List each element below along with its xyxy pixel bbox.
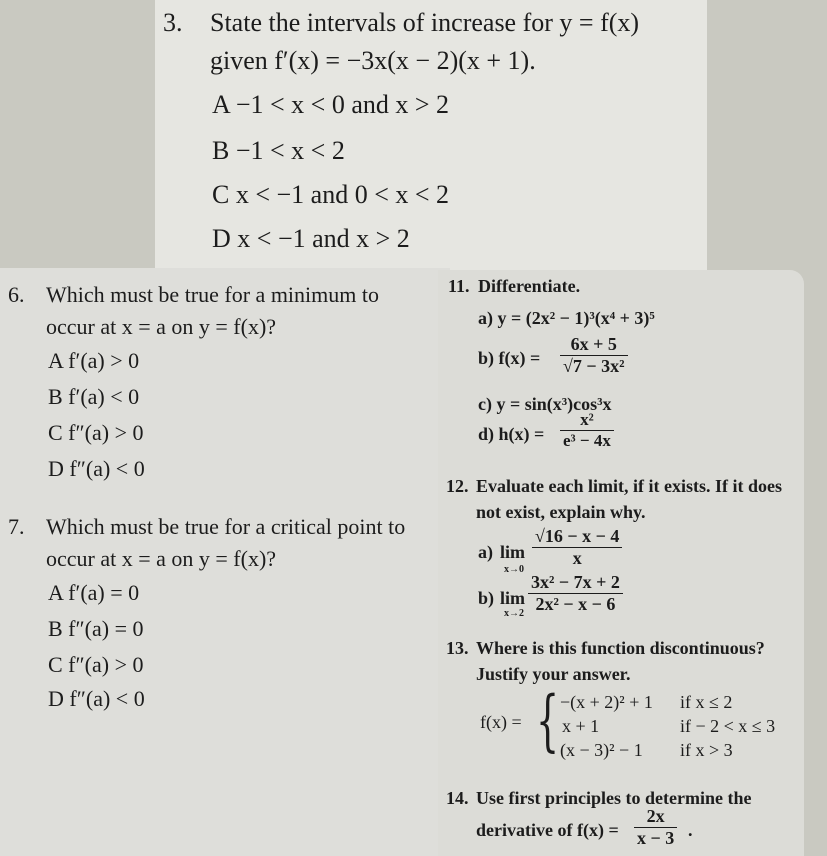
q6-line1: Which must be true for a minimum to <box>46 282 379 307</box>
q7-option-b: B f″(a) = 0 <box>48 616 144 641</box>
q12-b-lim-sub: x→2 <box>504 608 524 619</box>
q13-number: 13. <box>446 638 469 658</box>
q11-d-denominator: e³ − 4x <box>560 430 614 451</box>
q3-option-d: D x < −1 and x > 2 <box>212 224 410 253</box>
q13-case2-expr: x + 1 <box>562 716 600 736</box>
q12-line2: not exist, explain why. <box>476 502 646 522</box>
q11-b-denominator: √7 − 3x² <box>560 355 628 377</box>
q7-line1: Which must be true for a critical point to <box>46 514 406 539</box>
q12-b-denominator: 2x² − x − 6 <box>528 593 623 615</box>
q12-part-b-prefix: b) <box>478 588 495 608</box>
q6-option-b: B f′(a) < 0 <box>48 384 140 409</box>
q6-option-a: A f′(a) > 0 <box>48 348 140 373</box>
q12-part-b-fraction <box>528 572 623 615</box>
q11-title: Differentiate. <box>478 276 581 296</box>
q7-line2: occur at x = a on y = f(x)? <box>46 546 277 571</box>
q12-line1: Evaluate each limit, if it exists. If it does <box>476 476 782 496</box>
q12-a-lim: lim <box>500 542 525 562</box>
q13-fx: f(x) = <box>480 712 522 732</box>
q7-number: 7. <box>8 514 25 539</box>
q13-case1-cond: if x ≤ 2 <box>680 692 733 712</box>
q3-line1: State the intervals of increase for y = f(x) <box>210 8 640 37</box>
q6-line2: occur at x = a on y = f(x)? <box>46 314 277 339</box>
q11-part-b-fraction <box>560 334 628 377</box>
q14-line1: Use first principles to determine the <box>476 788 752 808</box>
q12-part-a-fraction <box>532 526 622 569</box>
q12-a-lim-sub: x→0 <box>504 564 524 575</box>
q12-a-denominator: x <box>532 547 622 569</box>
q14-line2: derivative of f(x) = <box>476 820 619 840</box>
q11-part-d-prefix: d) h(x) = <box>478 424 545 444</box>
q12-number: 12. <box>446 476 469 496</box>
q7-option-c: C f″(a) > 0 <box>48 652 144 677</box>
q11-number: 11. <box>448 276 470 296</box>
q11-part-c: c) y = sin(x³)cos³x <box>478 394 612 414</box>
q13-line1: Where is this function discontinuous? <box>476 638 765 658</box>
q7-option-d: D f″(a) < 0 <box>48 686 145 711</box>
q11-part-a: a) y = (2x² − 1)³(x⁴ + 3)⁵ <box>478 308 655 328</box>
q14-number: 14. <box>446 788 469 808</box>
q13-line2: Justify your answer. <box>476 664 631 684</box>
q13-case2-cond: if − 2 < x ≤ 3 <box>680 716 776 736</box>
q14-denominator: x − 3 <box>634 827 677 849</box>
q13-case3-cond: if x > 3 <box>680 740 733 760</box>
q6-option-d: D f″(a) < 0 <box>48 456 145 481</box>
q3-option-c: C x < −1 and 0 < x < 2 <box>212 180 450 209</box>
q6-number: 6. <box>8 282 25 307</box>
q14-fraction <box>634 806 677 849</box>
q13-case1-expr: −(x + 2)² + 1 <box>560 692 653 712</box>
q3-line2: given f′(x) = −3x(x − 2)(x + 1). <box>210 46 536 75</box>
q11-part-b-prefix: b) f(x) = <box>478 348 541 368</box>
q11-d-numerator: x² <box>580 410 594 429</box>
q6-option-c: C f″(a) > 0 <box>48 420 144 445</box>
q14-numerator: 2x <box>646 806 665 826</box>
q11-b-numerator: 6x + 5 <box>570 334 617 354</box>
q3-number: 3. <box>163 8 183 37</box>
q7-option-a: A f′(a) = 0 <box>48 580 140 605</box>
q14-period: . <box>688 820 693 840</box>
q3-option-a: A −1 < x < 0 and x > 2 <box>212 90 450 119</box>
q3-option-b: B −1 < x < 2 <box>212 136 345 165</box>
q12-b-numerator: 3x² − 7x + 2 <box>531 572 620 592</box>
q13-brace: { <box>536 682 560 759</box>
q12-part-a-prefix: a) <box>478 542 493 562</box>
q11-part-d-fraction <box>560 410 614 451</box>
q12-b-lim: lim <box>500 588 525 608</box>
q13-case3-expr: (x − 3)² − 1 <box>560 740 643 760</box>
q12-a-numerator: √16 − x − 4 <box>535 526 620 546</box>
